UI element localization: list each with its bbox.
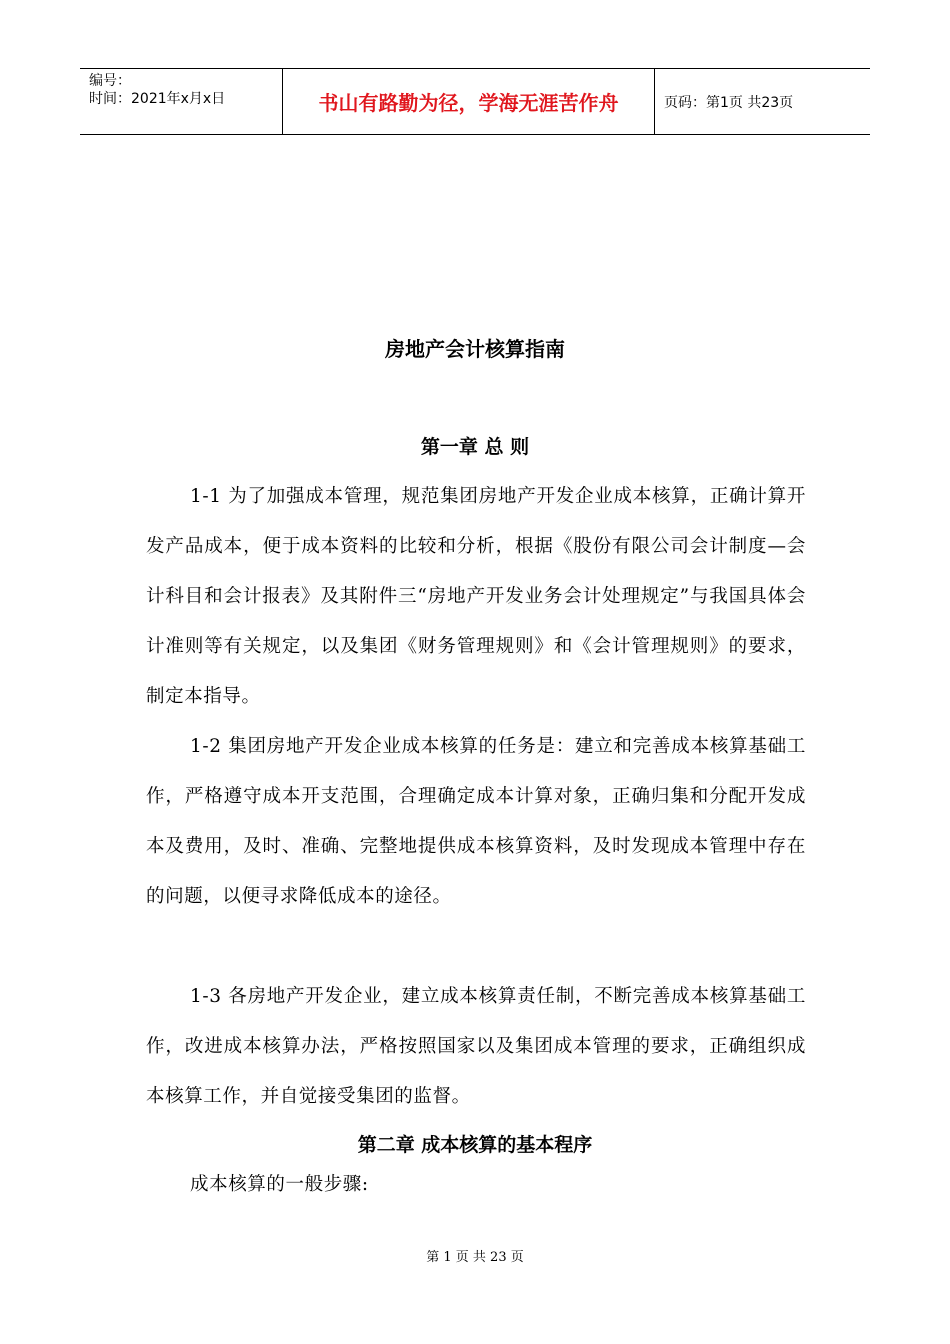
chapter-2-heading: 第二章 成本核算的基本程序 [357, 1134, 593, 1156]
paragraph-1-1: 1-1 为了加强成本管理，规范集团房地产开发企业成本核算，正确计算开发产品成本，便于成本资料的比较和分析，根据《股份有限公司会计制度—会计科目和会计报表》及其附件三“房地产开发业务会计处理规定”与我国具体会计准则等有关规定，以及集团《财务管理规则》和《会计管理规则》的要求，制定本指导。 [146, 486, 806, 707]
header-page-info: 页码：第1页 共23页 [664, 94, 794, 111]
header-meta-cell [80, 69, 283, 134]
document-number-label: 编号： [89, 73, 131, 89]
chapter-1-heading: 第一章 总 则 [420, 436, 530, 458]
document-date: 时间：2021年x月x日 [89, 91, 226, 107]
paragraph-2-intro: 成本核算的一般步骤: [190, 1174, 369, 1195]
page-header [80, 68, 870, 135]
document-title: 房地产会计核算指南 [385, 337, 565, 361]
header-motto: 书山有路勤为径，学海无涯苦作舟 [283, 69, 655, 134]
paragraph-1-2: 1-2 集团房地产开发企业成本核算的任务是：建立和完善成本核算基础工作，严格遵守成本开支范围，合理确定成本计算对象，正确归集和分配开发成本及费用，及时、准确、完整地提供成本核算资料，及时发现成本管理中存在的问题，以便寻求降低成本的途径。 [146, 736, 806, 907]
page-footer: 第 1 页 共 23 页 [426, 1250, 524, 1265]
paragraph-1-3: 1-3 各房地产开发企业，建立成本核算责任制，不断完善成本核算基础工作，改进成本核算办法，严格按照国家以及集团成本管理的要求，正确组织成本核算工作，并自觉接受集团的监督。 [146, 986, 806, 1107]
